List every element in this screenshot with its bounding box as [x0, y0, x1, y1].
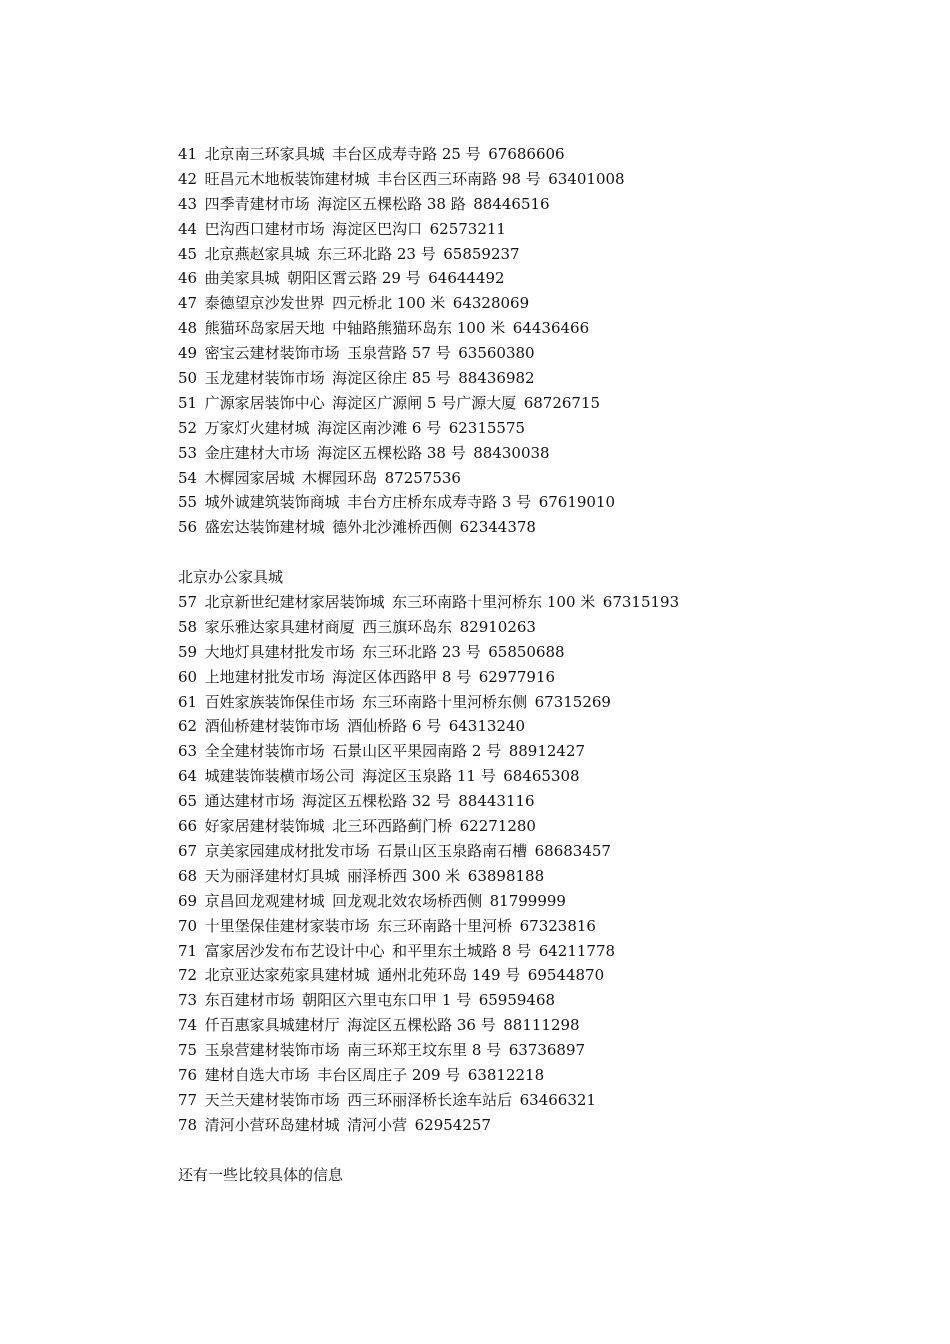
list-item [178, 1113, 918, 1138]
item-phone: 65959468 [478, 991, 556, 1010]
item-number: 76 [178, 1065, 198, 1084]
item-number: 47 [178, 294, 198, 313]
item-address: 回龙观北效农场桥西侧 [332, 891, 483, 910]
item-phone: 68683457 [534, 841, 611, 860]
item-number: 57 [178, 593, 198, 612]
list-item [178, 242, 918, 267]
item-phone: 69544870 [527, 966, 605, 985]
item-address: 北三环西路蓟门桥 [332, 817, 453, 836]
item-address: 石景山区平果园南路 2 号 [332, 742, 502, 761]
list-item [178, 441, 918, 466]
item-address: 海淀区广源闸 5 号广源大厦 [332, 393, 517, 412]
list-item [178, 1013, 918, 1038]
item-address: 海淀区体西路甲 8 号 [332, 667, 472, 686]
item-address: 海淀区五棵松路 36 号 [347, 1016, 496, 1035]
list-item [178, 839, 918, 864]
list-item [178, 167, 918, 192]
list-item [178, 963, 918, 988]
item-number: 51 [178, 393, 198, 412]
footer-note: 还有一些比较具体的信息 [178, 1165, 344, 1184]
item-phone: 64436466 [512, 319, 590, 338]
item-address: 德外北沙滩桥西侧 [332, 518, 453, 537]
item-name: 上地建材批发市场 [204, 667, 325, 686]
item-phone: 88912427 [508, 742, 586, 761]
item-number: 52 [178, 418, 198, 437]
item-phone: 67619010 [538, 493, 616, 512]
item-phone: 62315575 [448, 418, 526, 437]
item-phone: 62573211 [429, 219, 506, 238]
item-address: 东三环南路十里河桥 [377, 916, 513, 935]
item-address: 西三旗环岛东 [362, 617, 453, 636]
item-phone: 68726715 [523, 393, 601, 412]
item-address: 丰台方庄桥东成寿寺路 3 号 [347, 493, 532, 512]
item-number: 46 [178, 269, 198, 288]
list-item [178, 764, 918, 789]
item-phone: 62271280 [459, 817, 536, 836]
list-item [178, 640, 918, 665]
item-phone: 67323816 [519, 916, 596, 935]
item-number: 61 [178, 692, 198, 711]
item-name: 东百建材市场 [204, 991, 295, 1010]
item-address: 海淀区徐庄 85 号 [332, 369, 451, 388]
item-name: 城外诚建筑装饰商城 [204, 493, 340, 512]
item-name: 好家居建材装饰城 [204, 817, 325, 836]
item-address: 丰台区西三环南路 98 号 [377, 169, 541, 188]
item-name: 木樨园家居城 [204, 468, 295, 487]
item-address: 丰台区周庄子 209 号 [317, 1065, 461, 1084]
item-name: 盛宏达装饰建材城 [204, 518, 325, 537]
item-phone: 65850688 [488, 642, 565, 661]
item-phone: 88111298 [503, 1016, 580, 1035]
item-number: 49 [178, 344, 198, 363]
item-name: 北京新世纪建材家居装饰城 [204, 593, 385, 612]
item-number: 44 [178, 219, 198, 238]
item-name: 北京亚达家苑家具建材城 [204, 966, 370, 985]
item-address: 清河小营 [347, 1115, 408, 1134]
item-name: 富家居沙发布布艺设计中心 [204, 941, 385, 960]
item-phone: 64644492 [428, 269, 505, 288]
item-number: 41 [178, 145, 198, 163]
item-name: 家乐雅达家具建材商厦 [204, 617, 355, 636]
item-number: 72 [178, 966, 198, 985]
item-number: 43 [178, 194, 198, 213]
item-phone: 87257536 [384, 468, 461, 487]
item-name: 清河小营环岛建材城 [204, 1115, 340, 1134]
item-address: 海淀区巴沟口 [332, 219, 423, 238]
item-name: 泰德望京沙发世界 [204, 294, 325, 313]
list-item [178, 291, 918, 316]
list-item [178, 864, 918, 889]
item-address: 海淀区五棵松路 38 号 [317, 443, 466, 462]
list-item [178, 466, 918, 491]
item-address: 海淀区五棵松路 32 号 [302, 792, 451, 811]
list-item [178, 690, 918, 715]
item-name: 四季青建材市场 [204, 194, 310, 213]
item-address: 石景山区玉泉路南石槽 [377, 841, 528, 860]
section-heading: 北京办公家具城 [178, 568, 284, 587]
item-number: 42 [178, 169, 198, 188]
item-number: 74 [178, 1016, 198, 1035]
item-number: 77 [178, 1090, 198, 1109]
item-number: 55 [178, 493, 198, 512]
item-name: 玉泉营建材装饰市场 [204, 1041, 340, 1060]
item-name: 大地灯具建材批发市场 [204, 642, 355, 661]
item-phone: 62344378 [459, 518, 536, 537]
item-address: 海淀区五棵松路 38 路 [317, 194, 466, 213]
document-page [178, 142, 918, 1187]
item-phone: 63812218 [467, 1065, 545, 1084]
item-phone: 63898188 [467, 866, 545, 885]
item-number: 65 [178, 792, 198, 811]
item-phone: 62977916 [478, 667, 556, 686]
item-name: 全全建材装饰市场 [204, 742, 325, 761]
item-phone: 63736897 [508, 1041, 586, 1060]
item-number: 62 [178, 717, 198, 736]
item-name: 京昌回龙观建材城 [204, 891, 325, 910]
item-name: 仟百惠家具城建材厅 [204, 1016, 340, 1035]
item-phone: 63560380 [458, 344, 535, 363]
list-item [178, 714, 918, 739]
item-phone: 67315193 [602, 593, 680, 612]
item-number: 70 [178, 916, 198, 935]
item-phone: 64313240 [448, 717, 526, 736]
item-name: 通达建材市场 [204, 792, 295, 811]
list-item [178, 266, 918, 291]
list-item [178, 316, 918, 341]
item-number: 45 [178, 244, 198, 263]
item-address: 朝阳区六里屯东口甲 1 号 [302, 991, 472, 1010]
item-phone: 82910263 [459, 617, 536, 636]
item-phone: 65859237 [443, 244, 520, 263]
item-name: 玉龙建材装饰市场 [204, 369, 325, 388]
item-phone: 64211778 [538, 941, 616, 960]
item-address: 西三环丽泽桥长途车站后 [347, 1090, 513, 1109]
item-number: 63 [178, 742, 198, 761]
item-address: 东三环北路 23 号 [362, 642, 481, 661]
item-address: 木樨园环岛 [302, 468, 378, 487]
list-item [178, 341, 918, 366]
item-number: 56 [178, 518, 198, 537]
list-item [178, 615, 918, 640]
list-item [178, 590, 918, 615]
list-item [178, 914, 918, 939]
list-item [178, 789, 918, 814]
item-name: 熊猫环岛家居天地 [204, 319, 325, 338]
item-number: 64 [178, 767, 198, 786]
item-address: 酒仙桥路 6 号 [347, 717, 442, 736]
item-name: 酒仙桥建材装饰市场 [204, 717, 340, 736]
list-item [178, 665, 918, 690]
item-phone: 63466321 [519, 1090, 596, 1109]
list-item [178, 1063, 918, 1088]
item-name: 广源家居装饰中心 [204, 393, 325, 412]
item-phone: 67686606 [488, 145, 565, 163]
list-item [178, 939, 918, 964]
item-address: 丰台区成寿寺路 25 号 [332, 145, 481, 163]
item-name: 巴沟西口建材市场 [204, 219, 325, 238]
list-item [178, 988, 918, 1013]
item-number: 59 [178, 642, 198, 661]
list-item [178, 490, 918, 515]
item-name: 十里堡保佳建材家装市场 [204, 916, 370, 935]
item-address: 东三环南路十里河桥东侧 [362, 692, 528, 711]
item-number: 58 [178, 617, 198, 636]
item-name: 旺昌元木地板装饰建材城 [204, 169, 370, 188]
list-item [178, 1088, 918, 1113]
item-address: 南三环郑王坟东里 8 号 [347, 1041, 502, 1060]
item-number: 73 [178, 991, 198, 1010]
list-item [178, 366, 918, 391]
market-list-1 [178, 142, 918, 540]
list-item [178, 515, 918, 540]
item-address: 海淀区玉泉路 11 号 [362, 767, 496, 786]
item-number: 48 [178, 319, 198, 338]
item-number: 53 [178, 443, 198, 462]
item-phone: 67315269 [534, 692, 611, 711]
item-name: 京美家园建成材批发市场 [204, 841, 370, 860]
list-item [178, 416, 918, 441]
item-address: 和平里东土城路 8 号 [392, 941, 532, 960]
item-address: 玉泉营路 57 号 [347, 344, 451, 363]
item-phone: 63401008 [548, 169, 625, 188]
item-number: 71 [178, 941, 198, 960]
item-address: 中轴路熊猫环岛东 100 米 [332, 319, 506, 338]
item-address: 朝阳区霄云路 29 号 [287, 269, 421, 288]
item-phone: 81799999 [489, 891, 566, 910]
item-name: 万家灯火建材城 [204, 418, 310, 437]
item-number: 67 [178, 841, 198, 860]
list-item [178, 1038, 918, 1063]
item-name: 金庄建材大市场 [204, 443, 310, 462]
item-address: 丽泽桥西 300 米 [347, 866, 461, 885]
item-name: 建材自选大市场 [204, 1065, 310, 1084]
item-name: 密宝云建材装饰市场 [204, 344, 340, 363]
item-phone: 88443116 [458, 792, 535, 811]
item-number: 78 [178, 1115, 198, 1134]
item-number: 60 [178, 667, 198, 686]
item-name: 天兰天建材装饰市场 [204, 1090, 340, 1109]
list-item [178, 192, 918, 217]
item-number: 50 [178, 369, 198, 388]
list-item [178, 142, 918, 167]
list-item [178, 217, 918, 242]
blank-line [178, 540, 918, 565]
item-phone: 88446516 [473, 194, 550, 213]
item-number: 75 [178, 1041, 198, 1060]
item-name: 天为丽泽建材灯具城 [204, 866, 340, 885]
item-address: 东三环北路 23 号 [317, 244, 436, 263]
list-item [178, 739, 918, 764]
item-number: 54 [178, 468, 198, 487]
item-phone: 68465308 [503, 767, 580, 786]
item-name: 北京燕赵家具城 [204, 244, 310, 263]
item-phone: 64328069 [452, 294, 530, 313]
item-address: 通州北苑环岛 149 号 [377, 966, 521, 985]
item-name: 百姓家族装饰保佳市场 [204, 692, 355, 711]
item-number: 69 [178, 891, 198, 910]
item-name: 北京南三环家具城 [204, 145, 325, 163]
market-list-2 [178, 590, 918, 1138]
item-address: 东三环南路十里河桥东 100 米 [392, 593, 596, 612]
item-address: 四元桥北 100 米 [332, 294, 446, 313]
blank-line [178, 1138, 918, 1163]
item-number: 68 [178, 866, 198, 885]
list-item [178, 391, 918, 416]
item-name: 曲美家具城 [204, 269, 280, 288]
list-item [178, 889, 918, 914]
item-phone: 88430038 [473, 443, 550, 462]
list-item [178, 814, 918, 839]
item-phone: 62954257 [414, 1115, 491, 1134]
item-address: 海淀区南沙滩 6 号 [317, 418, 442, 437]
item-number: 66 [178, 817, 198, 836]
item-phone: 88436982 [458, 369, 535, 388]
item-name: 城建装饰装横市场公司 [204, 767, 355, 786]
